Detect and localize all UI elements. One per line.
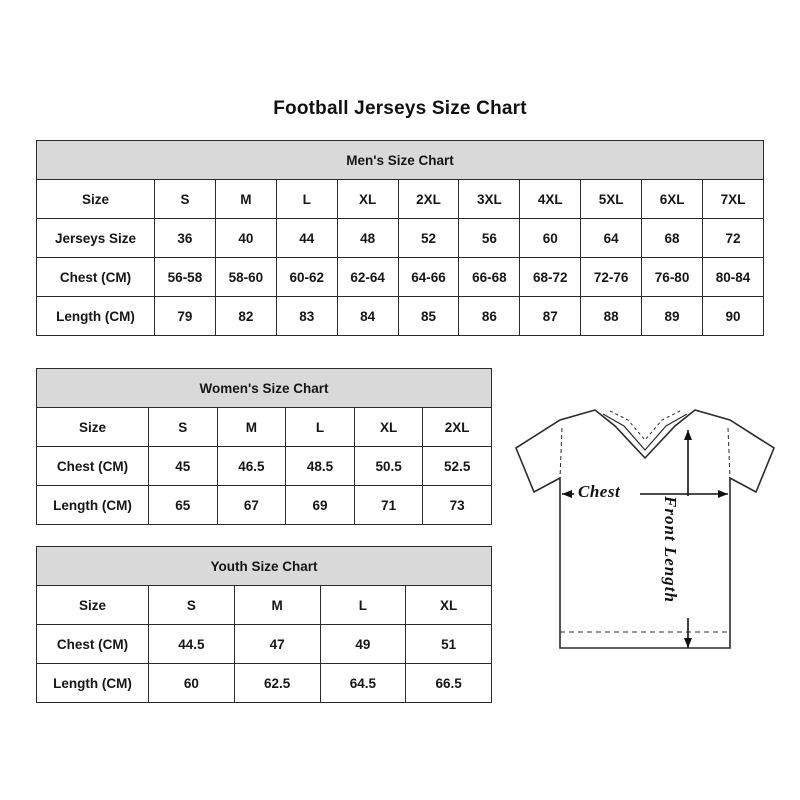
table-cell: 72 bbox=[703, 219, 764, 258]
table-cell: 3XL bbox=[459, 180, 520, 219]
front-length-arrow-bottom bbox=[684, 638, 692, 648]
youth-size-chart-section bbox=[36, 546, 492, 703]
table-row bbox=[37, 664, 492, 703]
table-cell: 82 bbox=[215, 297, 276, 336]
table-cell: 67 bbox=[217, 486, 286, 525]
table-cell: 72-76 bbox=[581, 258, 642, 297]
table-row bbox=[37, 219, 764, 258]
chest-arrow-left bbox=[562, 490, 572, 498]
table-cell: XL bbox=[354, 408, 423, 447]
row-label: Length (CM) bbox=[37, 486, 149, 525]
womens-size-chart-section bbox=[36, 368, 492, 525]
mens-size-table bbox=[36, 140, 764, 336]
tshirt-outline-icon bbox=[500, 396, 790, 696]
row-label: Chest (CM) bbox=[37, 258, 155, 297]
table-cell: 56 bbox=[459, 219, 520, 258]
table-row bbox=[37, 625, 492, 664]
table-cell: 44.5 bbox=[149, 625, 235, 664]
table-cell: 45 bbox=[149, 447, 218, 486]
jersey-measurement-diagram bbox=[500, 396, 790, 696]
row-label: Chest (CM) bbox=[37, 625, 149, 664]
table-cell: M bbox=[215, 180, 276, 219]
table-cell: 50.5 bbox=[354, 447, 423, 486]
table-cell: 52 bbox=[398, 219, 459, 258]
row-label: Size bbox=[37, 180, 155, 219]
youth-size-table bbox=[36, 546, 492, 703]
row-label: Length (CM) bbox=[37, 297, 155, 336]
table-row bbox=[37, 180, 764, 219]
table-cell: L bbox=[276, 180, 337, 219]
table-header-row bbox=[37, 369, 492, 408]
table-row bbox=[37, 297, 764, 336]
table-cell: S bbox=[149, 408, 218, 447]
table-cell: 7XL bbox=[703, 180, 764, 219]
table-cell: M bbox=[234, 586, 320, 625]
table-cell: 52.5 bbox=[423, 447, 492, 486]
table-cell: 68 bbox=[642, 219, 703, 258]
table-cell: 47 bbox=[234, 625, 320, 664]
table-cell: 90 bbox=[703, 297, 764, 336]
front-length-label: Front Length bbox=[661, 496, 680, 603]
mens-size-chart-section bbox=[36, 140, 764, 336]
table-cell: 76-80 bbox=[642, 258, 703, 297]
table-cell: 65 bbox=[149, 486, 218, 525]
shirt-body-path bbox=[516, 410, 774, 648]
table-cell: 88 bbox=[581, 297, 642, 336]
table-cell: 89 bbox=[642, 297, 703, 336]
table-cell: 84 bbox=[337, 297, 398, 336]
neckline-path bbox=[603, 414, 687, 450]
table-cell: 48 bbox=[337, 219, 398, 258]
table-cell: 58-60 bbox=[215, 258, 276, 297]
table-cell: 4XL bbox=[520, 180, 581, 219]
table-cell: 48.5 bbox=[286, 447, 355, 486]
table-cell: 62.5 bbox=[234, 664, 320, 703]
front-length-arrow-top bbox=[684, 430, 692, 440]
table-cell: L bbox=[286, 408, 355, 447]
table-cell: 83 bbox=[276, 297, 337, 336]
table-cell: 6XL bbox=[642, 180, 703, 219]
table-cell: 60-62 bbox=[276, 258, 337, 297]
table-cell: 60 bbox=[520, 219, 581, 258]
table-row bbox=[37, 258, 764, 297]
table-cell: 73 bbox=[423, 486, 492, 525]
table-row bbox=[37, 486, 492, 525]
table-cell: M bbox=[217, 408, 286, 447]
table-cell: 87 bbox=[520, 297, 581, 336]
chest-arrow-right bbox=[718, 490, 728, 498]
table-cell: 2XL bbox=[398, 180, 459, 219]
table-cell: 79 bbox=[155, 297, 216, 336]
table-cell: 49 bbox=[320, 625, 406, 664]
table-cell: 44 bbox=[276, 219, 337, 258]
left-sleeve-seam bbox=[560, 428, 562, 478]
table-header-row bbox=[37, 141, 764, 180]
page-title: Football Jerseys Size Chart bbox=[273, 98, 527, 119]
table-cell: 2XL bbox=[423, 408, 492, 447]
table-cell: 66.5 bbox=[406, 664, 492, 703]
table-cell: 64.5 bbox=[320, 664, 406, 703]
womens-size-table bbox=[36, 368, 492, 525]
table-cell: 71 bbox=[354, 486, 423, 525]
table-cell: 85 bbox=[398, 297, 459, 336]
table-cell: 40 bbox=[215, 219, 276, 258]
table-cell: S bbox=[155, 180, 216, 219]
table-row bbox=[37, 408, 492, 447]
youth-table-header: Youth Size Chart bbox=[37, 547, 492, 586]
table-cell: L bbox=[320, 586, 406, 625]
table-cell: 68-72 bbox=[520, 258, 581, 297]
table-cell: 60 bbox=[149, 664, 235, 703]
table-cell: XL bbox=[406, 586, 492, 625]
right-sleeve-seam bbox=[728, 428, 730, 478]
table-cell: 64-66 bbox=[398, 258, 459, 297]
neckline-inner-path bbox=[610, 411, 680, 440]
table-cell: 56-58 bbox=[155, 258, 216, 297]
table-cell: 5XL bbox=[581, 180, 642, 219]
table-cell: 46.5 bbox=[217, 447, 286, 486]
row-label: Length (CM) bbox=[37, 664, 149, 703]
chest-label: Chest bbox=[578, 482, 621, 501]
table-cell: 51 bbox=[406, 625, 492, 664]
table-row bbox=[37, 447, 492, 486]
row-label: Size bbox=[37, 586, 149, 625]
table-cell: 36 bbox=[155, 219, 216, 258]
mens-table-header: Men's Size Chart bbox=[37, 141, 764, 180]
table-row bbox=[37, 586, 492, 625]
table-cell: 62-64 bbox=[337, 258, 398, 297]
table-cell: 69 bbox=[286, 486, 355, 525]
row-label: Jerseys Size bbox=[37, 219, 155, 258]
table-cell: 66-68 bbox=[459, 258, 520, 297]
row-label: Size bbox=[37, 408, 149, 447]
womens-table-header: Women's Size Chart bbox=[37, 369, 492, 408]
table-header-row bbox=[37, 547, 492, 586]
table-cell: 64 bbox=[581, 219, 642, 258]
row-label: Chest (CM) bbox=[37, 447, 149, 486]
table-cell: S bbox=[149, 586, 235, 625]
table-cell: 80-84 bbox=[703, 258, 764, 297]
table-cell: 86 bbox=[459, 297, 520, 336]
table-cell: XL bbox=[337, 180, 398, 219]
